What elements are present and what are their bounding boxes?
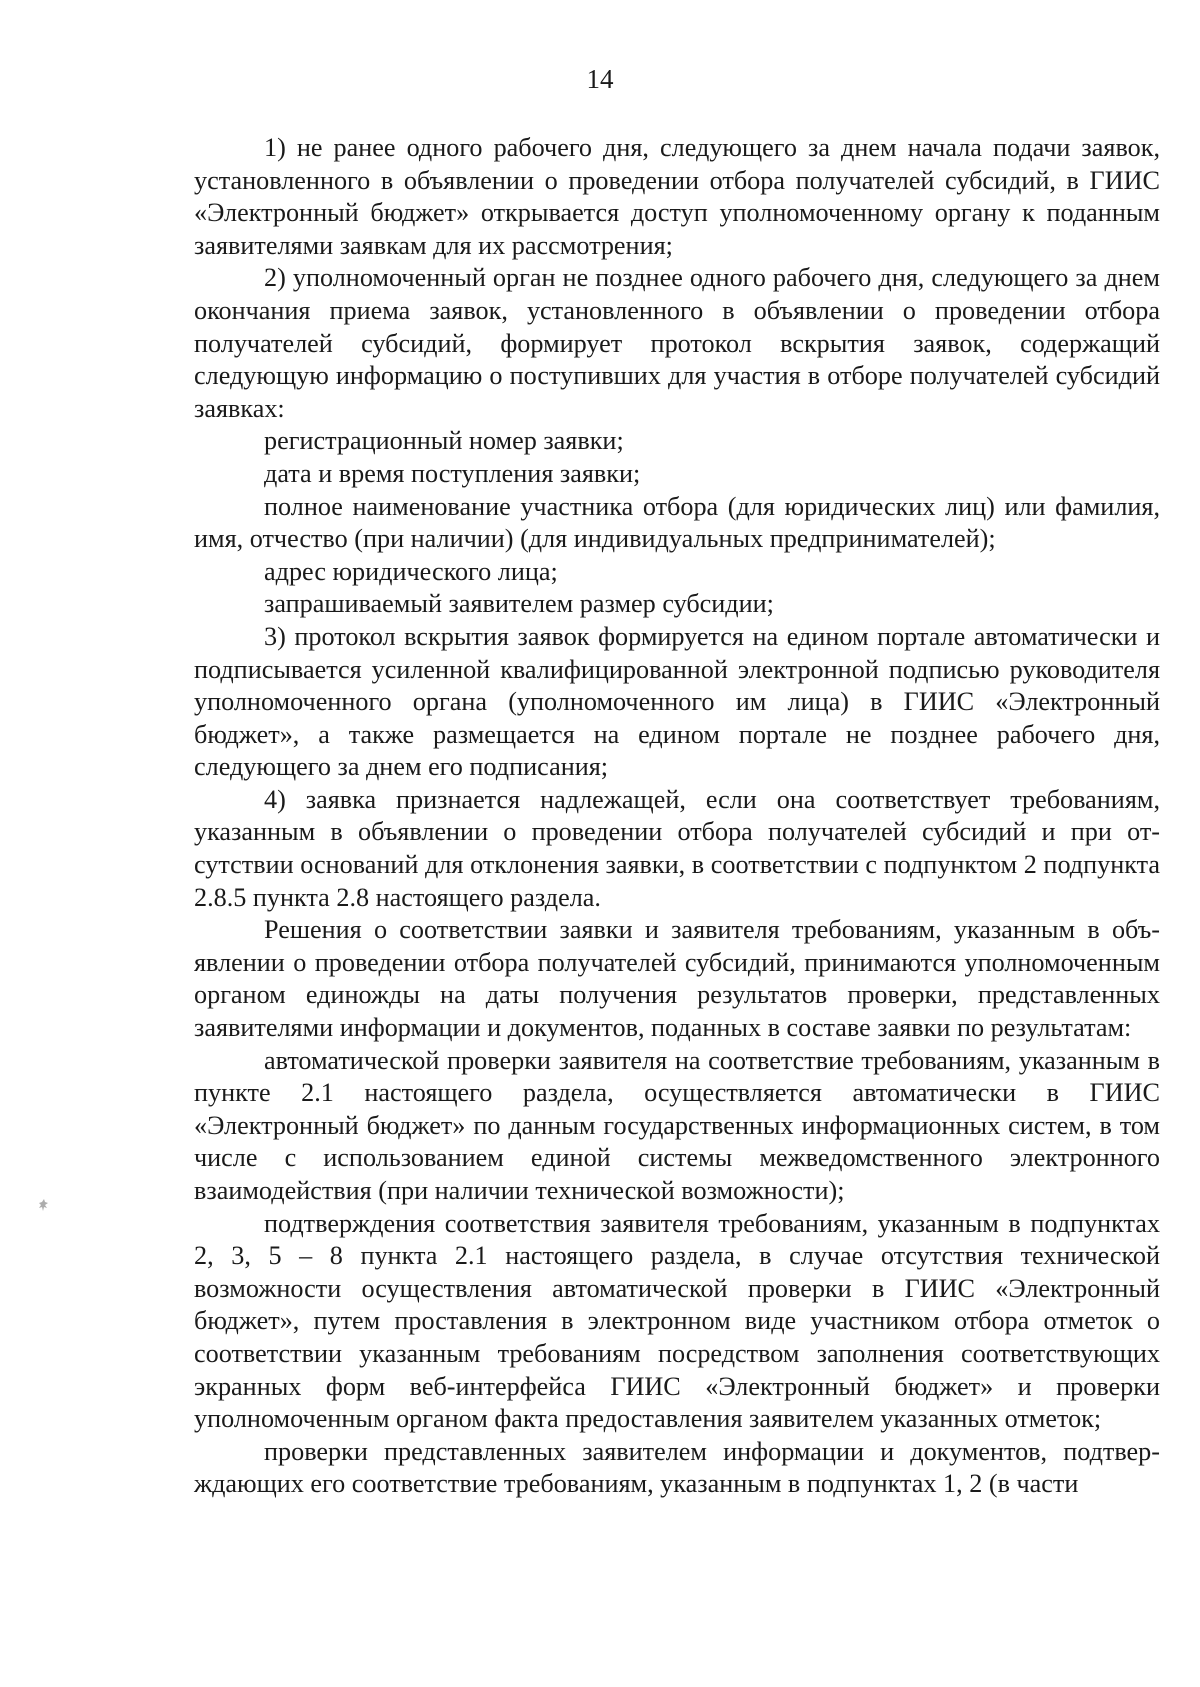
paragraph-item-3-signing: 3) протокол вскрытия заявок формируется на едином портале автоматически и подписывается усиленной квалифицированной электронной подписью руководителя уполномоченного органа (уполномоченного им лица) в ГИИС «Электронный бюджет», а также размещается на едином портале не позднее рабочего дня, следующего за днем его подписания; [194, 621, 1160, 782]
paragraph-item-4-proper-application: 4) заявка признается надлежащей, если она соответствует требованиям, указанным в объявлении о проведении отбора получателей субсидий и при отсутствии оснований для отклонения заявки, в соответствии с подпунктом 2 подпункта 2.8.5 пункта 2.8 настоящего раздела. [194, 784, 1160, 912]
paragraph-date-time: дата и время поступления заявки; [264, 458, 641, 488]
paragraph-subsidy-amount: запрашиваемый заявителем размер субсидии; [264, 589, 774, 619]
paragraph-address: адрес юридического лица; [264, 556, 558, 586]
paragraph-confirmation: подтверждения соответствия заявителя требованиям, указанным в подпунктах 2, 3, 5 – 8 пункта 2.1 настоящего раздела, в случае отсутствия технической возможности осуществления автоматической проверки в ГИИС «Электронный бюджет», путем проставления в электронном виде участником отбора отметок о соответствии указанным требованиям посредством заполнения соответствующих экранных форм веб-интерфейса ГИИС «Электронный бюджет» и проверки уполномоченным органом факта предоставления заявителем указанных отметок; [194, 1208, 1160, 1434]
paragraph-full-name: полное наименование участника отбора (для юридических лиц) или фамилия, имя, отчество (при наличии) (для индивидуальных предпринимателей); [194, 491, 1160, 554]
paragraph-item-1-access: 1) не ранее одного рабочего дня, следующего за днем начала подачи заявок, установленного в объявлении о проведении отбора получателей субсидий, в ГИИС «Электронный бюджет» открывается доступ уполномоченному органу к поданным заявителями заявкам для их рассмотрения; [194, 133, 1160, 260]
paragraph-decisions: Решения о соответствии заявки и заявителя требованиям, указанным в объявлении о проведении отбора получателей субсидий, принимаются уполномоченным органом единожды на даты получения результатов проверки, представленных заявителями информации и документов, поданных в составе заявки по результатам: [194, 915, 1160, 1043]
paragraph-document-check: проверки представленных заявителем информации и документов, подтверждающих его соответствие требованиям, указанным в подпунктах 1, 2 (в части [194, 1436, 1160, 1499]
paragraph-registration-number: регистрационный номер заявки; [264, 426, 624, 456]
document-body [194, 132, 1160, 1501]
paragraph-item-2-protocol: 2) уполномоченный орган не позднее одного рабочего дня, следующего за днем окончания приема заявок, установленного в объявлении о проведении отбора получателей субсидий, формирует протокол вскрытия заявок, содержащий следующую информацию о поступивших для участия в отборе получателей субсидий заявках: [194, 263, 1160, 423]
paragraph-automatic-check: автоматической проверки заявителя на соответствие требованиям, указанным в пункте 2.1 настоящего раздела, осуществляется автоматически в ГИИС «Электронный бюджет» по данным государственных информационных систем, в том числе с использованием единой системы межведомственного электронного взаимодействия (при наличии технической возможности); [194, 1045, 1160, 1205]
scan-artifact-mark [38, 1198, 50, 1214]
page-number: 14 [586, 64, 614, 94]
